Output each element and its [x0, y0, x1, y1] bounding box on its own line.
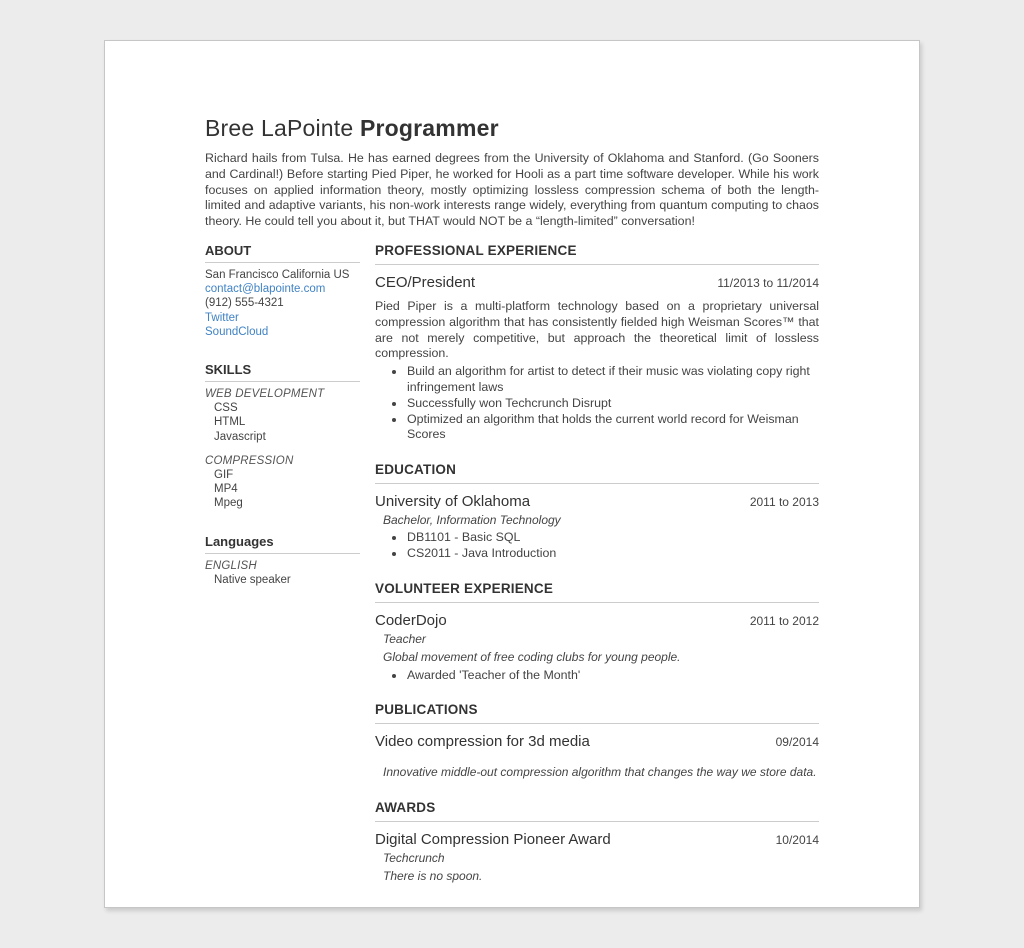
person-name: Bree LaPointe	[205, 115, 354, 141]
bullet-item: • Awarded 'Teacher of the Month'	[406, 668, 819, 684]
experience-entry	[375, 274, 819, 443]
awards-heading: AWARDS	[375, 800, 819, 822]
about-heading: ABOUT	[205, 243, 360, 263]
bullet-item: • Build an algorithm for artist to detect if their music was violating copy right infringement laws	[406, 364, 819, 396]
about-section	[205, 243, 360, 339]
soundcloud-link[interactable]: SoundCloud	[205, 325, 269, 338]
volunteer-entry	[375, 612, 819, 684]
page-title	[205, 115, 819, 142]
education-heading: EDUCATION	[375, 462, 819, 484]
entry-title: University of Oklahoma	[375, 493, 531, 511]
skills-heading: SKILLS	[205, 362, 360, 382]
skill-group-web-development	[205, 387, 360, 444]
publications-heading: PUBLICATIONS	[375, 702, 819, 724]
professional-experience-heading: PROFESSIONAL EXPERIENCE	[375, 243, 819, 265]
language-group-english	[205, 559, 360, 587]
entry-description: Pied Piper is a multi-platform technology based on a proprietary universal compression algorithm that has consistently fielded high Weisman Scores™ that are not merely competitive, but approach the theoretical limit of lossless compression.	[375, 298, 819, 361]
entry-bullet-list	[406, 364, 819, 443]
bullet-item: • Successfully won Techcrunch Disrupt	[406, 396, 819, 412]
skill-item: CSS	[214, 402, 238, 415]
bullet-item: • DB1101 - Basic SQL	[406, 530, 819, 546]
entry-title: CEO/President	[375, 273, 476, 291]
main-column	[375, 243, 819, 904]
entry-dates: 2011 to 2013	[749, 495, 819, 510]
person-role: Programmer	[359, 115, 499, 141]
entry-bullet-list	[406, 530, 819, 562]
bullet-item: • CS2011 - Java Introduction	[406, 546, 819, 562]
sidebar	[205, 243, 360, 904]
section-volunteer-experience	[375, 581, 819, 684]
skill-category: COMPRESSION	[205, 454, 294, 467]
entry-bullet-list	[406, 668, 819, 684]
language-level: Native speaker	[214, 573, 291, 586]
entry-title: Digital Compression Pioneer Award	[375, 831, 611, 849]
resume-document	[104, 40, 920, 908]
resume-content	[105, 41, 919, 904]
section-education	[375, 462, 819, 562]
skill-category: WEB DEVELOPMENT	[205, 388, 325, 400]
volunteer-experience-heading: VOLUNTEER EXPERIENCE	[375, 581, 819, 603]
entry-title: Video compression for 3d media	[375, 733, 590, 751]
entry-subtitle: Teacher	[383, 631, 426, 646]
publication-entry	[375, 733, 819, 781]
entry-description: There is no spoon.	[383, 869, 483, 884]
location-text: San Francisco California US	[205, 268, 350, 281]
skill-group-compression	[205, 454, 360, 511]
skill-item: GIF	[214, 469, 234, 482]
entry-description: Global movement of free coding clubs for young people.	[383, 649, 681, 664]
twitter-link[interactable]: Twitter	[205, 311, 239, 324]
email-link[interactable]: contact@blapointe.com	[205, 283, 326, 296]
section-professional-experience	[375, 243, 819, 443]
entry-subtitle: Bachelor, Information Technology	[383, 513, 561, 528]
entry-dates: 09/2014	[775, 735, 819, 750]
education-entry	[375, 493, 819, 562]
skill-item: Javascript	[214, 430, 266, 443]
entry-description: Innovative middle-out compression algorithm that changes the way we store data.	[383, 765, 817, 780]
section-awards	[375, 800, 819, 885]
phone-text: (912) 555-4321	[205, 297, 284, 310]
skills-section	[205, 362, 360, 511]
skill-item: Mpeg	[214, 497, 243, 510]
languages-heading: Languages	[205, 534, 360, 554]
bullet-item: • Optimized an algorithm that holds the current world record for Weisman Scores	[406, 412, 819, 444]
entry-subtitle: Techcrunch	[383, 851, 445, 866]
language-name: ENGLISH	[205, 559, 257, 572]
skill-item: HTML	[214, 416, 246, 429]
languages-section	[205, 534, 360, 587]
columns	[205, 243, 819, 904]
entry-dates: 11/2013 to 11/2014	[717, 275, 819, 290]
entry-dates: 2011 to 2012	[749, 613, 819, 628]
entry-title: CoderDojo	[375, 611, 447, 629]
award-entry	[375, 831, 819, 885]
section-publications	[375, 702, 819, 781]
entry-dates: 10/2014	[775, 833, 819, 848]
summary-text: Richard hails from Tulsa. He has earned degrees from the University of Oklahoma and Stanford. (Go Sooners and Cardinal!) Before starting Pied Piper, he worked for Hooli as a part time software developer. While his work focuses on applied information theory, mostly optimizing lossless compression schema of both the length-limited and adaptive variants, his non-work interests range widely, everything from quantum computing to chaos theory. He could tell you about it, but THAT would NOT be a “length-limited” conversation!	[205, 151, 819, 229]
skill-item: MP4	[214, 483, 238, 496]
